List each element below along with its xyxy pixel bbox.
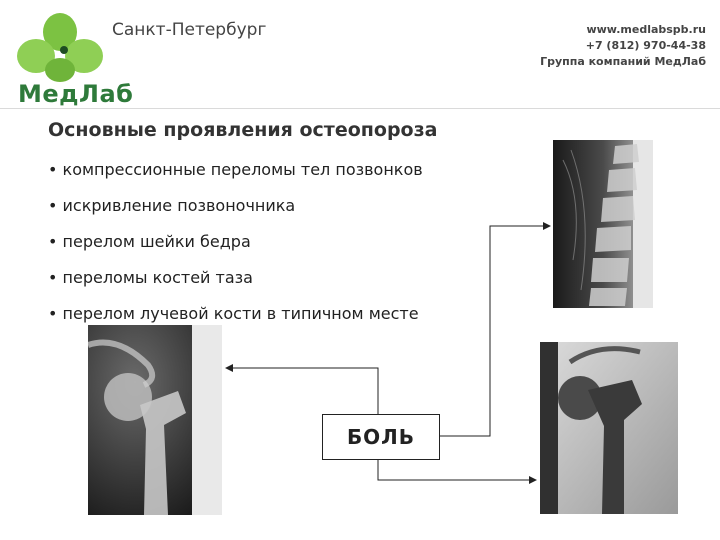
website-link[interactable]: www.medlabspb.ru xyxy=(586,23,706,36)
logo-text: МедЛаб xyxy=(18,80,134,108)
list-item: • перелом лучевой кости в типичном месте xyxy=(48,304,419,323)
phone-number: +7 (812) 970-44-38 xyxy=(585,39,706,52)
slide-title: Основные проявления остеопороза xyxy=(48,119,438,141)
pain-label-box: БОЛЬ xyxy=(322,414,440,460)
list-item: • компрессионные переломы тел позвонков xyxy=(48,160,423,179)
company-group: Группа компаний МедЛаб xyxy=(540,55,706,68)
list-item: • переломы костей таза xyxy=(48,268,253,287)
city-label: Санкт-Петербург xyxy=(112,20,267,40)
list-item: • перелом шейки бедра xyxy=(48,232,251,251)
list-item: • искривление позвоночника xyxy=(48,196,296,215)
